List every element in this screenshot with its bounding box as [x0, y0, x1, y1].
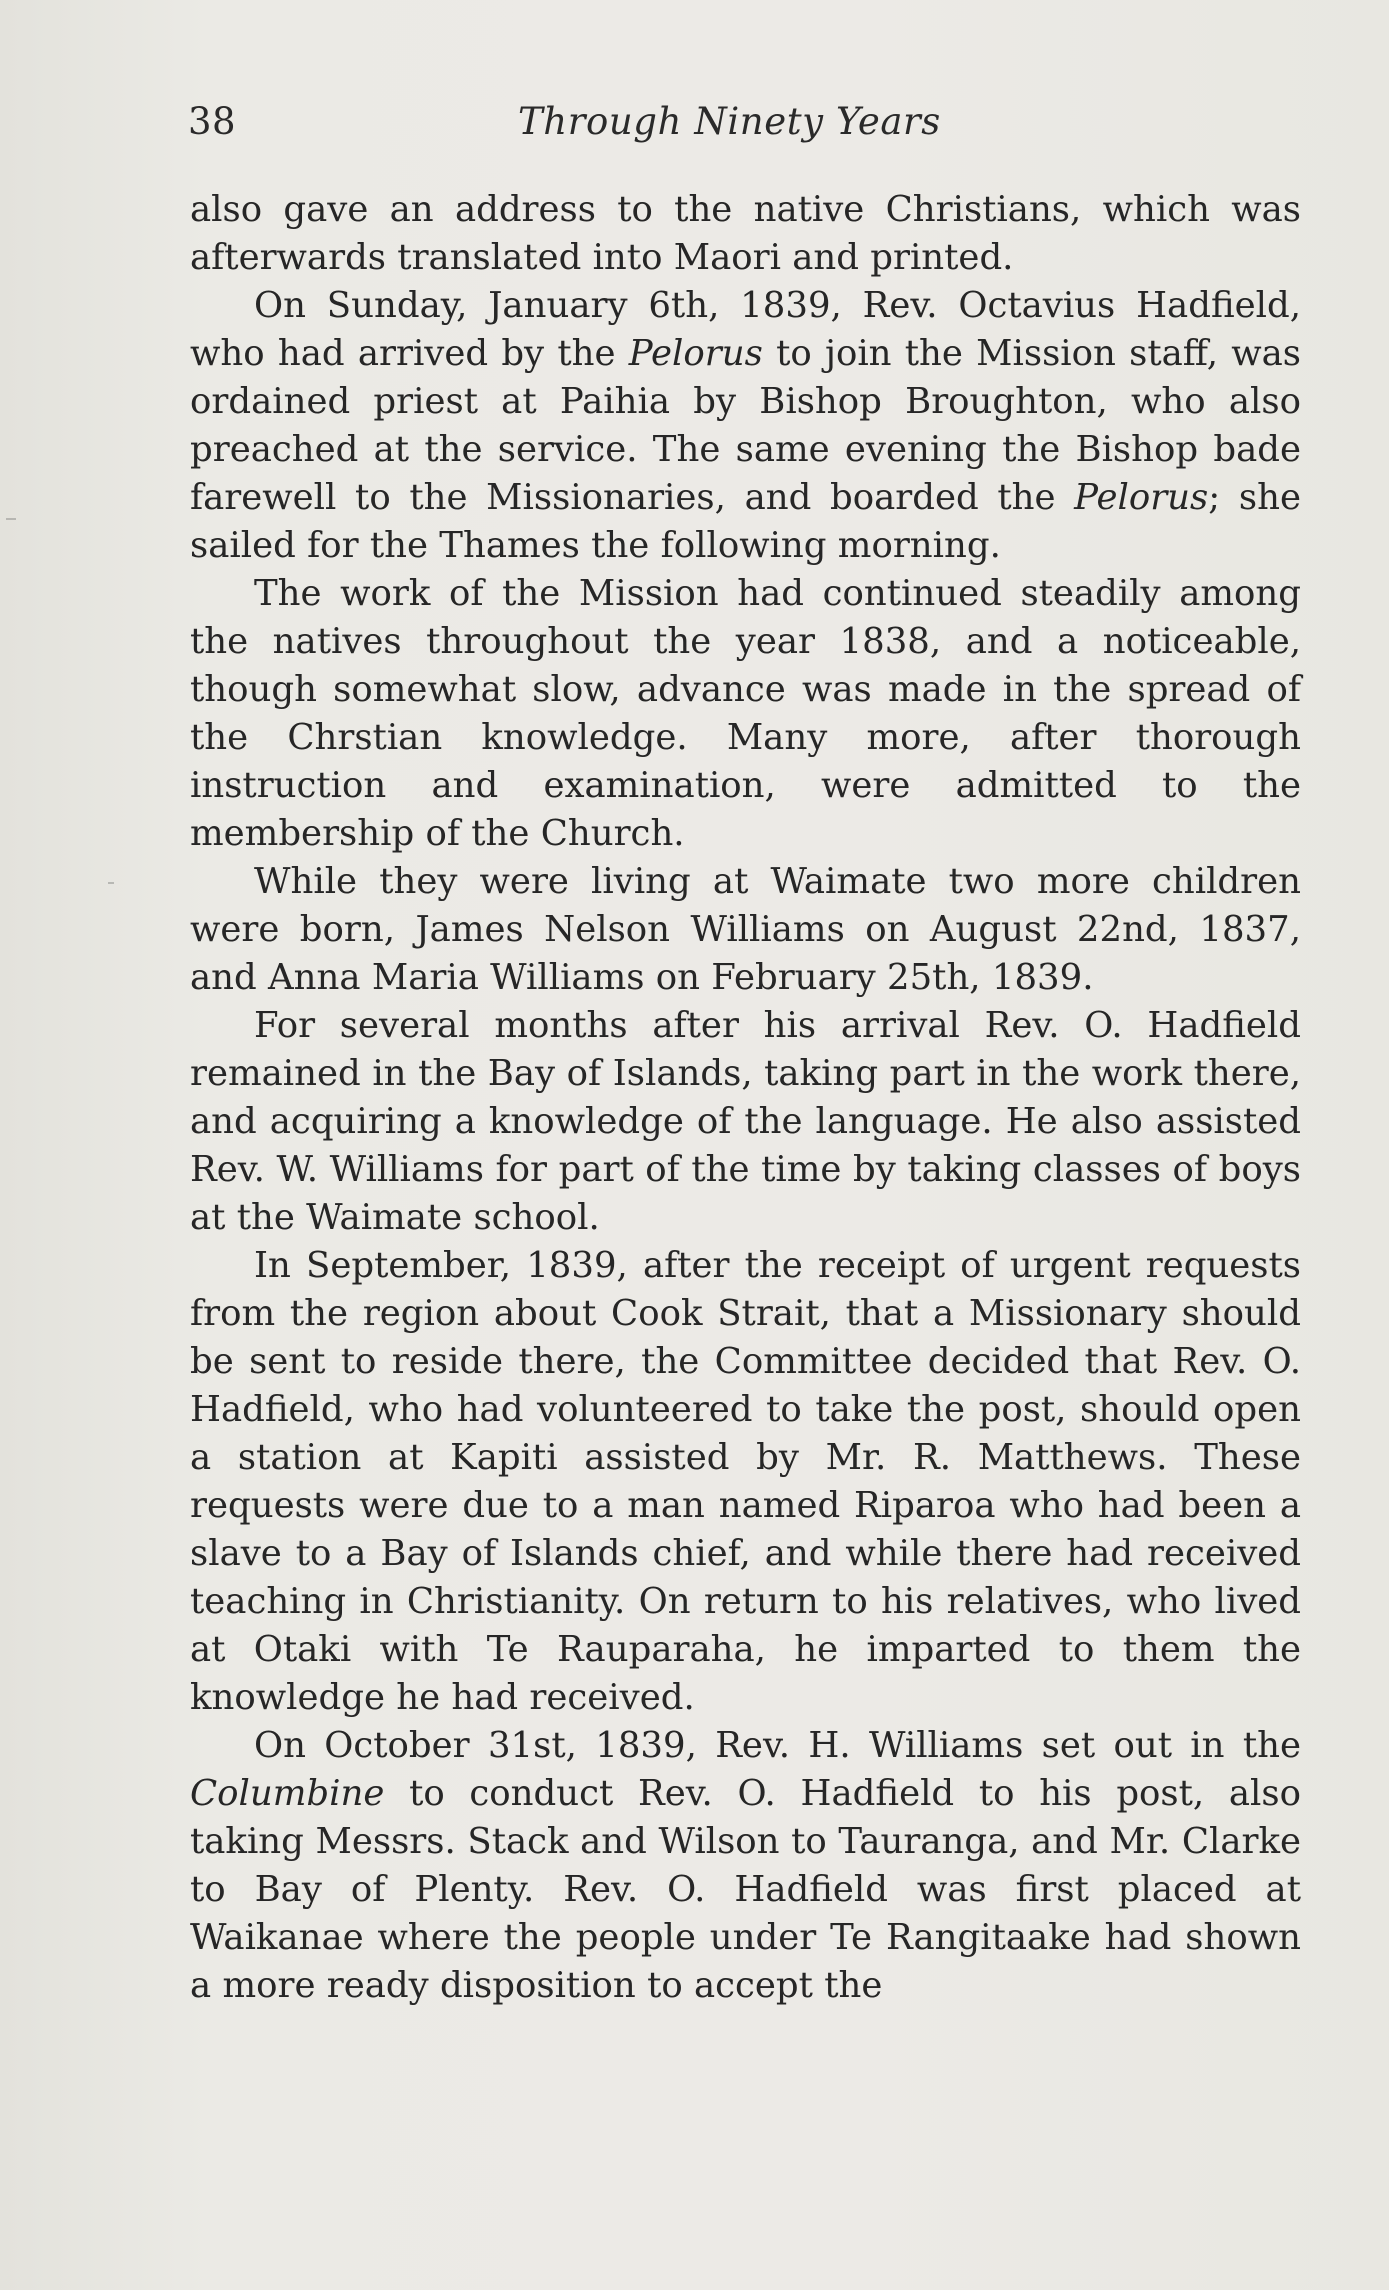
page-header: [188, 100, 1304, 160]
paragraph: [190, 570, 1301, 858]
body-text: [190, 186, 1301, 2010]
margin-mark: [6, 518, 16, 520]
italic-text: Pelorus: [628, 333, 763, 374]
text-run: to conduct Rev. O. Hadfield to his post, also taking Messrs. Stack and Wilson to Tauranga, and Mr. Clarke to Bay of Plenty. Rev. O. Hadfield was first placed at Waikanae where the people under Te Rangitaake had shown a more ready disposition to accept the: [190, 1773, 1301, 2006]
paragraph: [190, 1002, 1301, 1242]
margin-mark: [108, 882, 114, 884]
text-run: On October 31st, 1839, Rev. H. Williams set out in the: [254, 1725, 1301, 1766]
page-number: 38: [188, 100, 237, 143]
italic-text: Pelorus: [1074, 477, 1209, 518]
text-run: ; she sailed for the Thames the following morning.: [190, 477, 1301, 566]
paragraph: [190, 1242, 1301, 1722]
paragraph: [190, 282, 1301, 570]
text-run: The work of the Mission had continued steadily among the natives throughout the year 1838, and a noticeable, though somewhat slow, advance was made in the spread of the Chrstian knowledge. Many more, after thorough instruction and examination, were admitted to the membership of the Church.: [190, 573, 1301, 854]
text-run: also gave an address to the native Christians, which was afterwards translated into Maori and printed.: [190, 189, 1301, 278]
paragraph: [190, 858, 1301, 1002]
text-run: On Sunday, January 6th, 1839, Rev. Octavius Hadfield, who had arrived by the: [190, 285, 1301, 374]
text-run: to join the Mission staff, was ordained priest at Paihia by Bishop Broughton, who also preached at the service. The same evening the Bishop bade farewell to the Missionaries, and boarded the: [190, 333, 1302, 518]
paragraph: [190, 186, 1301, 282]
paragraph: [190, 1722, 1301, 2010]
text-run: In September, 1839, after the receipt of urgent requests from the region about Cook Strait, that a Missionary should be sent to reside there, the Committee decided that Rev. O. Hadfield, who had volunteered to take the post, should open a station at Kapiti assisted by Mr. R. Matthews. These requests were due to a man named Riparoa who had been a slave to a Bay of Islands chief, and while there had received teaching in Christianity. On return to his relatives, who lived at Otaki with Te Rauparaha, he imparted to them the knowledge he had received.: [190, 1245, 1301, 1718]
italic-text: Columbine: [190, 1773, 385, 1814]
text-run: While they were living at Waimate two more children were born, James Nelson Williams on August 22nd, 1837, and Anna Maria Williams on February 25th, 1839.: [190, 861, 1301, 998]
running-title: Through Ninety Years: [518, 100, 941, 143]
text-run: For several months after his arrival Rev. O. Hadfield remained in the Bay of Islands, taking part in the work there, and acquiring a knowledge of the language. He also assisted Rev. W. Williams for part of the time by taking classes of boys at the Waimate school.: [190, 1005, 1301, 1238]
